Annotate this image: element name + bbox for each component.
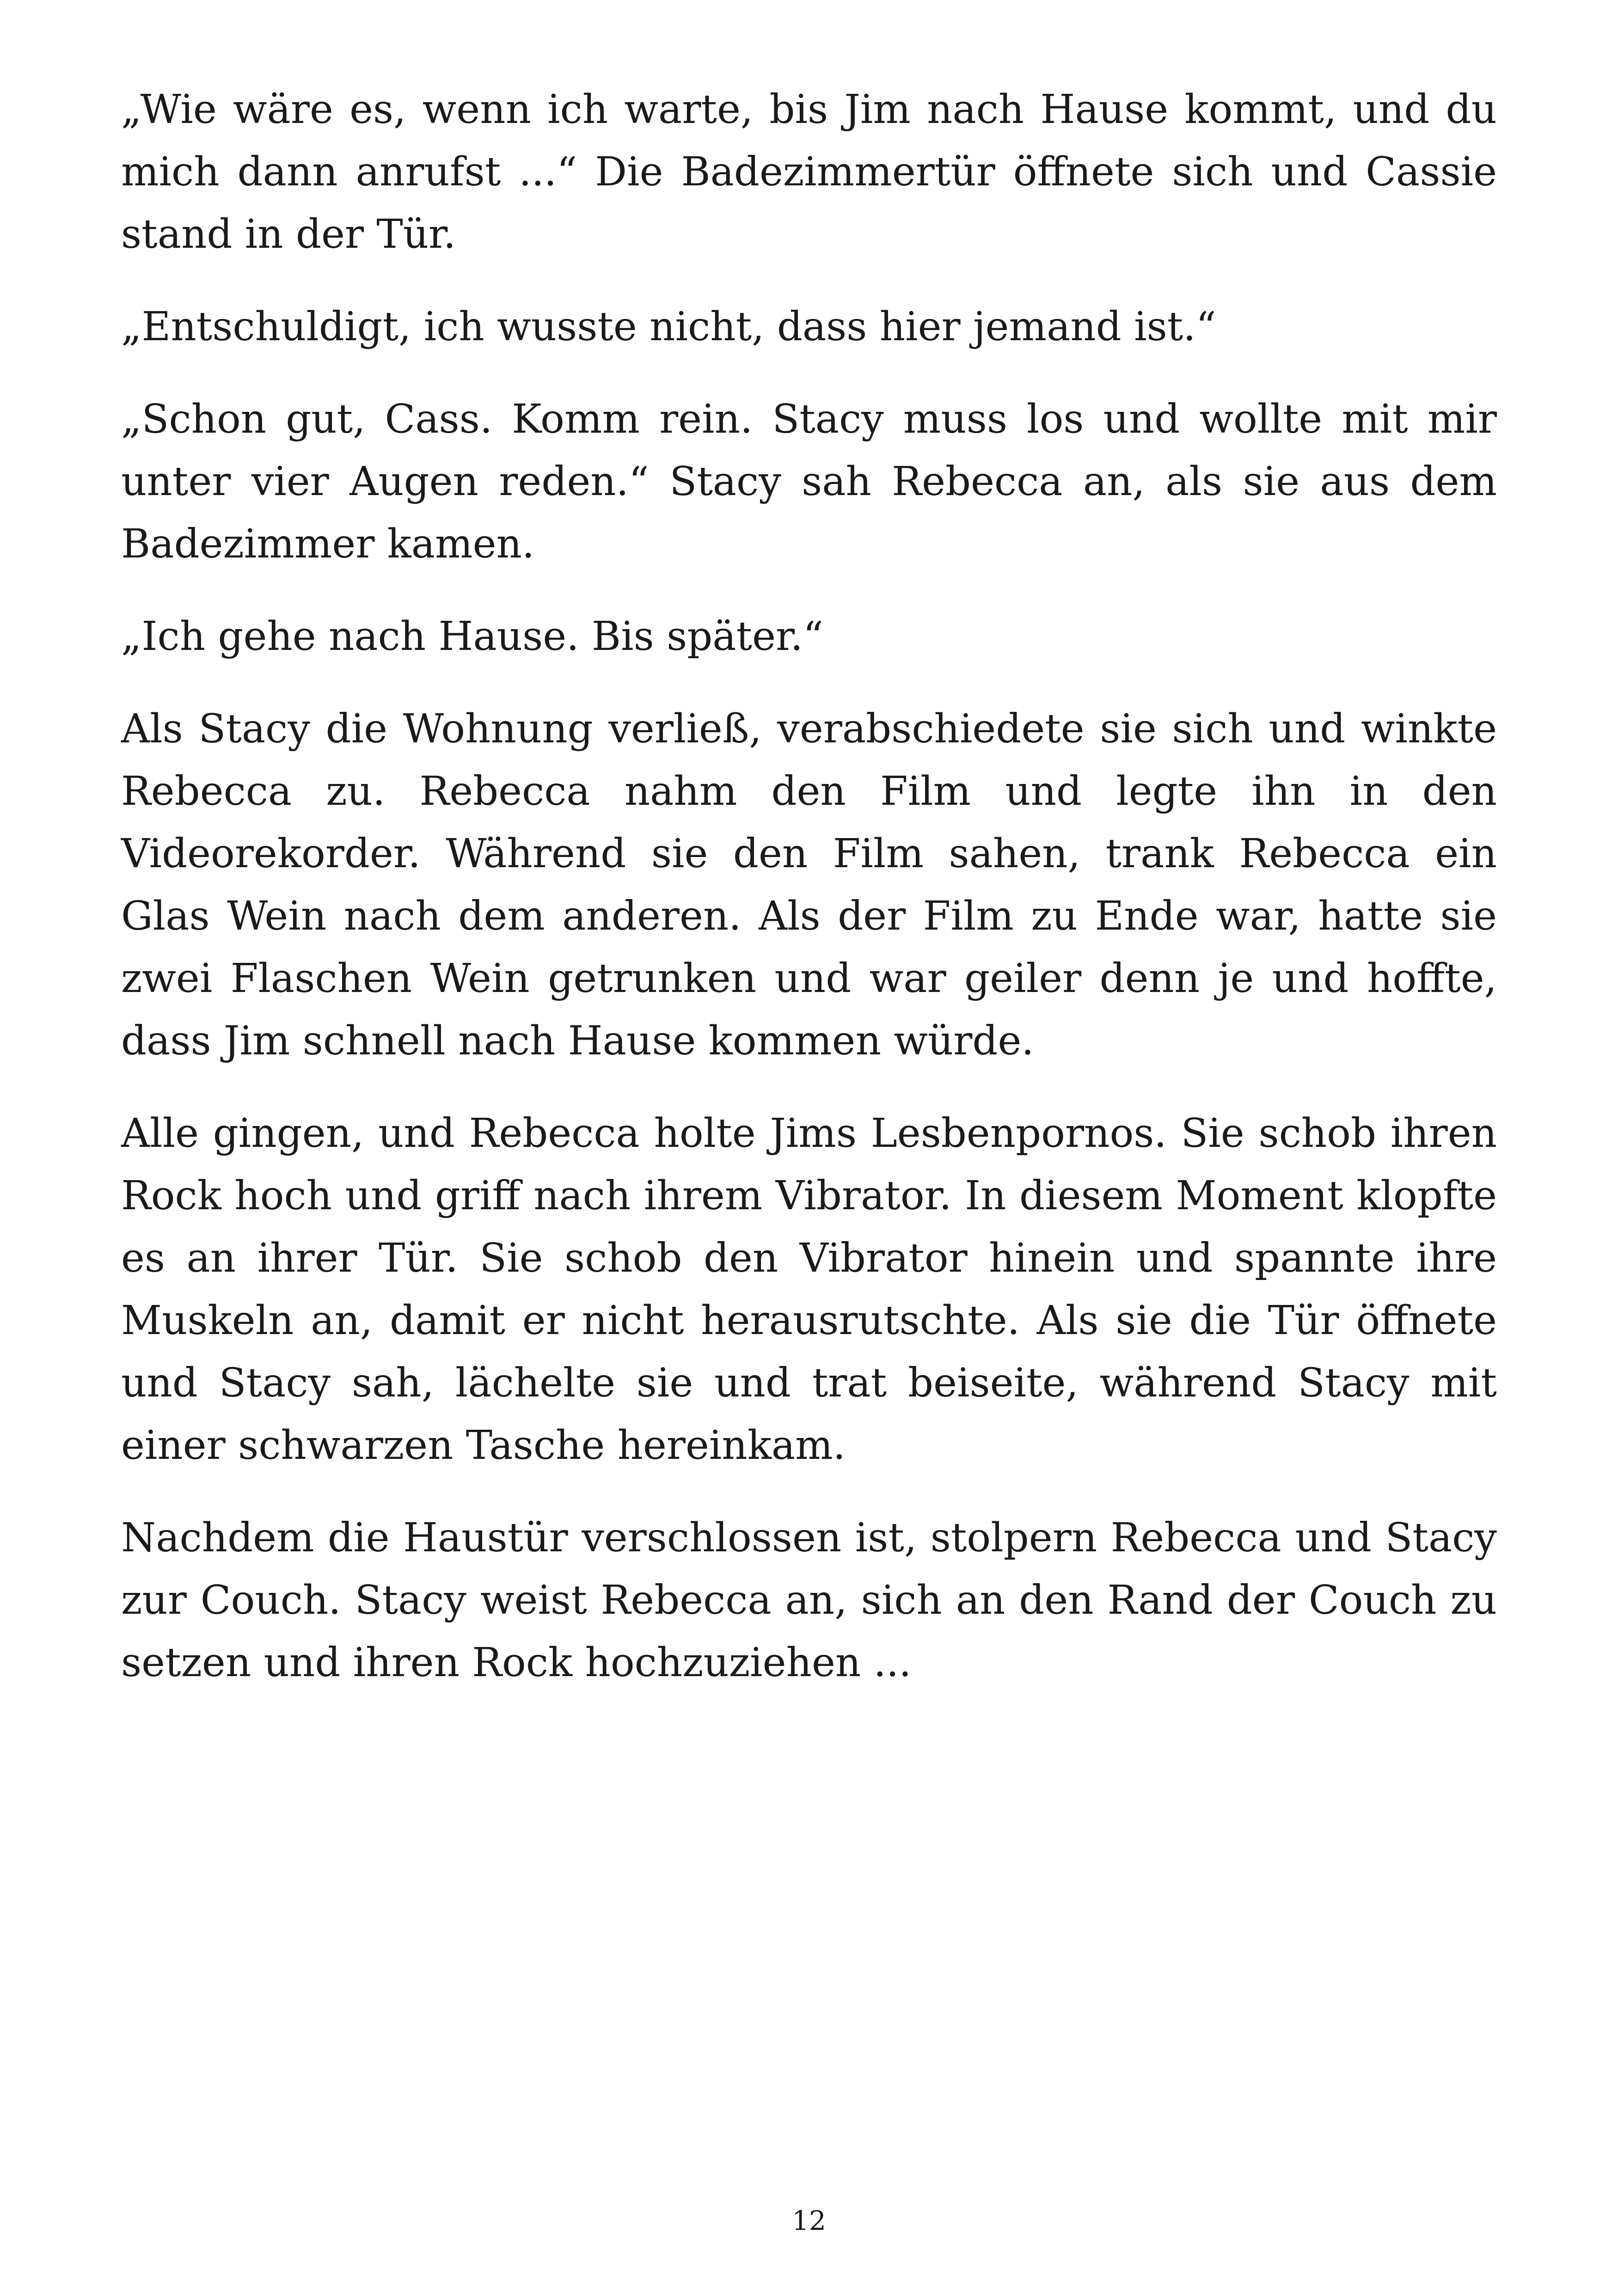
paragraph: „Ich gehe nach Hause. Bis später.“ — [121, 613, 823, 660]
paragraph: Alle gingen, und Rebecca holte Jims Lesbenpornos. Sie schob ihren Rock hoch und griff nach ihrem Vibrator. In diesem Moment klopfte es an ihrer Tür. Sie schob den Vibrator hinein und spannte ihre Muskeln an, damit er nicht herausrutschte. Als sie die Tür öffnete und Stacy sah, lächelte sie und trat beiseite, während Stacy mit einer schwarzen Tasche hereinkam. — [121, 1110, 1497, 1469]
text-body — [121, 79, 1497, 1724]
paragraph: Als Stacy die Wohnung verließ, verabschiedete sie sich und winkte Rebecca zu. Rebecca nahm den Film und legte ihn in den Videorekorder. Während sie den Film sahen, trank Rebecca ein Glas Wein nach dem anderen. Als der Film zu Ende war, hatte sie zwei Flaschen Wein getrunken und war geiler denn je und hoffte, dass Jim schnell nach Hause kommen würde. — [121, 706, 1497, 1064]
paragraph: Nachdem die Haustür verschlossen ist, stolpern Rebecca und Stacy zur Couch. Stacy weist Rebecca an, sich an den Rand der Couch zu setzen und ihren Rock hochzuziehen ... — [121, 1515, 1497, 1686]
page-number: 12 — [792, 2205, 826, 2236]
paragraph: „Wie wäre es, wenn ich warte, bis Jim nach Hause kommt, und du mich dann anrufst ...“ Die Badezimmertür öffnete sich und Cassie stand in der Tür. — [121, 86, 1497, 257]
paragraph: „Entschuldigt, ich wusste nicht, dass hier jemand ist.“ — [121, 304, 1216, 350]
paragraph: „Schon gut, Cass. Komm rein. Stacy muss los und wollte mit mir unter vier Augen reden.“ Stacy sah Rebecca an, als sie aus dem Badezimmer kamen. — [121, 396, 1497, 567]
